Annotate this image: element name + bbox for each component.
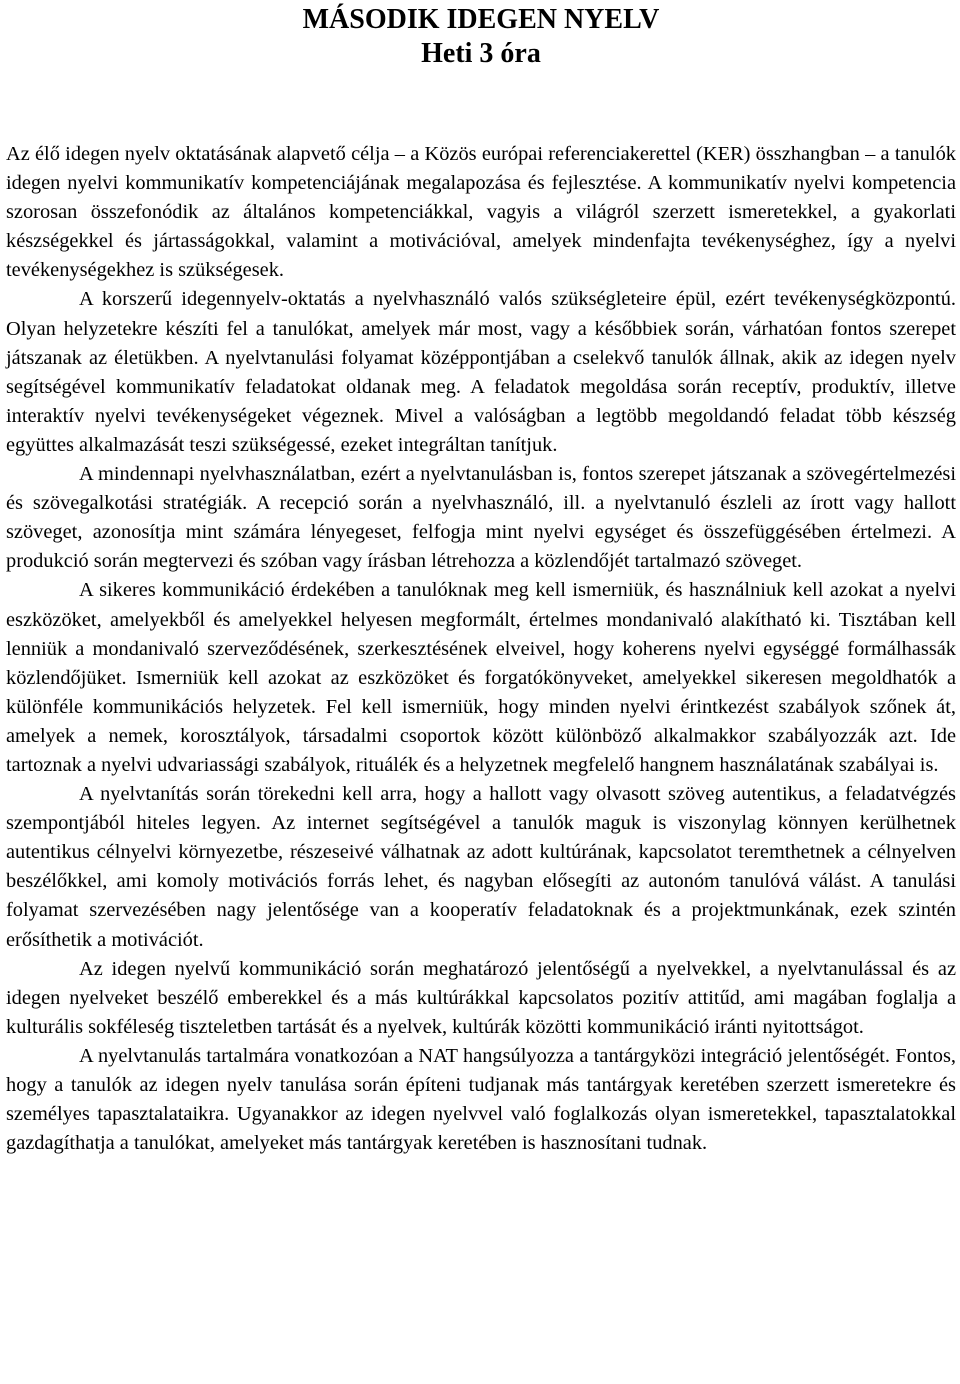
- paragraph-3: A mindennapi nyelvhasználatban, ezért a nyelvtanulásban is, fontos szerepet játszanak a szövegértelmezési és szövegalkotási stratégiák. A recepció során a nyelvhasználó, ill. a nyelvtanuló észleli az írott vagy hallott szöveget, azonosítja mint számára lényegeset, felfogja mint nyelvi egységet és összefüggésében értelmezi. A produkció során megtervezi és szóban vagy írásban létrehozza a közlendőjét tartalmazó szöveget.: [6, 463, 956, 573]
- paragraph-2: A korszerű idegennyelv-oktatás a nyelvhasználó valós szükségleteire épül, ezért tevékenységközpontú. Olyan helyzetekre készíti fel a tanulókat, amelyek már most, vagy a későbbiek során, várhatóan fontos szerepet játszanak az életükben. A nyelvtanulási folyamat középpontjában a cselekvő tanulók állnak, akik az idegen nyelv segítségével kommunikatív feladatokat oldanak meg. A feladatok megoldása során receptív, produktív, illetve interaktív nyelvi tevékenységeket végeznek. Mivel a valóságban a legtöbb megoldandó feladat több készség együttes alkalmazását teszi szükségessé, ezeket integráltan tanítjuk.: [6, 288, 956, 456]
- document-page: [6, 0, 956, 1158]
- paragraph-6: Az idegen nyelvű kommunikáció során meghatározó jelentőségű a nyelvekkel, a nyelvtanulással és az idegen nyelveket beszélő emberekkel és a más kultúrákkal kapcsolatos pozitív attitűd, ami magában foglalja a kulturális sokféleség tiszteletben tartását és a nyelvek, kultúrák közötti kommunikáció iránti nyitottságot.: [6, 957, 956, 1038]
- paragraph-7: A nyelvtanulás tartalmára vonatkozóan a NAT hangsúlyozza a tantárgyközi integráció jelentőségét. Fontos, hogy a tanulók az idegen nyelv tanulása során építeni tudjanak más tantárgyak keretében szerzett ismeretekre és személyes tapasztalataikra. Ugyanakkor az idegen nyelvvel való foglalkozás olyan ismeretekkel, tapasztalatokkal gazdagíthatja a tanulókat, amelyeket más tantárgyak keretében is hasznosítani tudnak.: [6, 1044, 956, 1155]
- document-subtitle: Heti 3 óra: [421, 38, 541, 69]
- document-title: MÁSODIK IDEGEN NYELV: [302, 4, 660, 35]
- paragraph-1: Az élő idegen nyelv oktatásának alapvető célja – a Közös európai referenciakerettel (KER) összhangban – a tanulók idegen nyelvi kommunikatív kompetenciájának megalapozása és fejlesztése. A kommunikatív nyelvi kompetencia szorosan összefonódik az általános kompetenciákkal, vagyis a világról szerzett ismeretekkel, a gyakorlati készségekkel és jártasságokkal, valamint a motivációval, amelyek mindenfajta tevékenységhez, így a nyelvi tevékenységekhez is szükségesek.: [6, 143, 956, 282]
- title-block: [6, 0, 956, 71]
- paragraph-4: A sikeres kommunikáció érdekében a tanulóknak meg kell ismerniük, és használniuk kell azokat a nyelvi eszközöket, amelyekből és amelyekkel helyesen megformált, értelmes mondanivaló alakítható ki. Tisztában kell lenniük a mondanivaló szerveződésének, szerkesztésének elveivel, hogy koherens nyelvi egységgé formálhassák közlendőjüket. Ismerniük kell azokat az eszközöket és forgatókönyveket, amelyekkel sikeresen megoldhatók a különféle kommunikációs helyzetek. Fel kell ismerniük, hogy minden nyelvi érintkezést szabályok szőnek át, amelyek a nemek, korosztályok, társadalmi csoportok között különböző alkalmakkor szabályozzák azt. Ide tartoznak a nyelvi udvariassági szabályok, rituálék és a helyzetnek megfelelő hangnem használatának szabályai is.: [6, 579, 956, 776]
- paragraph-5: A nyelvtanítás során törekedni kell arra, hogy a hallott vagy olvasott szöveg autentikus, a feladatvégzés szempontjából hiteles legyen. Az internet segítségével a tanulók maguk is viszonylag könnyen kerülhetnek autentikus célnyelvi környezetbe, részeseivé válhatnak az adott kultúrának, kapcsolatot teremthetnek a célnyelven beszélőkkel, ami komoly motivációs forrás lehet, és nagyban elősegíti az autonóm tanulóvá válást. A tanulási folyamat szervezésében nagy jelentősége van a kooperatív feladatoknak és a projektmunkának, ezek szintén erősíthetik a motivációt.: [6, 783, 956, 951]
- body-text: [6, 140, 956, 1158]
